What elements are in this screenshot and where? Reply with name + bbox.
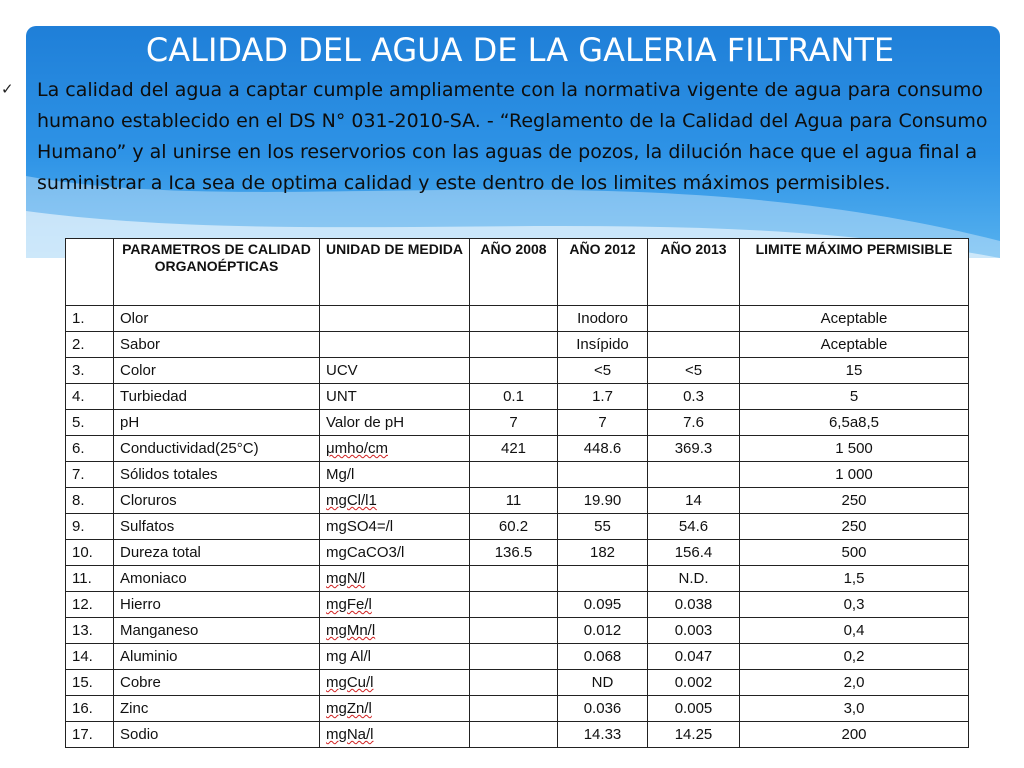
cell-unit: UNT: [320, 384, 470, 410]
table-row: [66, 722, 969, 748]
cell-2013: 0.038: [648, 592, 740, 618]
cell-2012: 0.036: [558, 696, 648, 722]
body-paragraph: La calidad del agua a captar cumple ampliamente con la normativa vigente de agua para consumo humano establecido en el DS N° 031-2010-SA. - “Reglamento de la Calidad del Agua para Consumo Humano” y al unirse en los reservorios con las aguas de pozos, la dilución hace que el agua final a suministrar a Ica sea de optima calidad y este dentro de los limites máximos permisibles.: [37, 79, 988, 194]
table-body: [66, 306, 969, 748]
cell-index: 10.: [66, 540, 114, 566]
cell-2013: 14.25: [648, 722, 740, 748]
cell-limit: 1 500: [740, 436, 969, 462]
table-row: [66, 436, 969, 462]
cell-index: 11.: [66, 566, 114, 592]
cell-2012: 448.6: [558, 436, 648, 462]
cell-2012: [558, 462, 648, 488]
cell-2012: 182: [558, 540, 648, 566]
cell-unit: μmho/cm: [320, 436, 470, 462]
cell-unit: mgFe/l: [320, 592, 470, 618]
cell-limit: 0,2: [740, 644, 969, 670]
cell-2008: [470, 306, 558, 332]
table-row: [66, 410, 969, 436]
cell-limit: 1,5: [740, 566, 969, 592]
cell-2008: [470, 462, 558, 488]
cell-unit: mg Al/l: [320, 644, 470, 670]
cell-2013: 7.6: [648, 410, 740, 436]
cell-index: 3.: [66, 358, 114, 384]
cell-unit: Mg/l: [320, 462, 470, 488]
cell-unit: mgSO4=/l: [320, 514, 470, 540]
header-parameter: PARAMETROS DE CALIDAD ORGANOÉPTICAS: [114, 239, 320, 306]
cell-unit: mgMn/l: [320, 618, 470, 644]
cell-parameter: Aluminio: [114, 644, 320, 670]
cell-2012: 1.7: [558, 384, 648, 410]
cell-index: 8.: [66, 488, 114, 514]
cell-parameter: Turbiedad: [114, 384, 320, 410]
cell-2008: [470, 358, 558, 384]
cell-2008: [470, 696, 558, 722]
cell-unit: mgN/l: [320, 566, 470, 592]
cell-unit: [320, 332, 470, 358]
cell-index: 16.: [66, 696, 114, 722]
cell-2008: [470, 592, 558, 618]
cell-2008: [470, 566, 558, 592]
cell-index: 9.: [66, 514, 114, 540]
cell-2013: [648, 332, 740, 358]
cell-parameter: Olor: [114, 306, 320, 332]
table-row: [66, 540, 969, 566]
cell-2012: 7: [558, 410, 648, 436]
cell-2013: 156.4: [648, 540, 740, 566]
cell-2008: 421: [470, 436, 558, 462]
cell-2012: 0.068: [558, 644, 648, 670]
cell-2013: 0.005: [648, 696, 740, 722]
table-row: [66, 306, 969, 332]
cell-index: 1.: [66, 306, 114, 332]
table-row: [66, 618, 969, 644]
cell-index: 2.: [66, 332, 114, 358]
header-unit: UNIDAD DE MEDIDA: [320, 239, 470, 306]
cell-unit: UCV: [320, 358, 470, 384]
cell-index: 7.: [66, 462, 114, 488]
cell-unit: mgNa/l: [320, 722, 470, 748]
cell-index: 5.: [66, 410, 114, 436]
cell-2008: 60.2: [470, 514, 558, 540]
cell-parameter: Zinc: [114, 696, 320, 722]
cell-2012: 0.095: [558, 592, 648, 618]
cell-index: 13.: [66, 618, 114, 644]
cell-parameter: Hierro: [114, 592, 320, 618]
cell-2012: [558, 566, 648, 592]
cell-parameter: Sodio: [114, 722, 320, 748]
cell-2013: 369.3: [648, 436, 740, 462]
table-row: [66, 332, 969, 358]
table-row: [66, 644, 969, 670]
cell-parameter: Cobre: [114, 670, 320, 696]
cell-index: 4.: [66, 384, 114, 410]
cell-limit: Aceptable: [740, 306, 969, 332]
cell-2013: 0.003: [648, 618, 740, 644]
checkmark-icon: ✓: [1, 80, 14, 98]
slide-title: CALIDAD DEL AGUA DE LA GALERIA FILTRANTE: [145, 31, 895, 69]
cell-index: 12.: [66, 592, 114, 618]
cell-index: 6.: [66, 436, 114, 462]
table-row: [66, 358, 969, 384]
cell-parameter: Color: [114, 358, 320, 384]
cell-2013: 14: [648, 488, 740, 514]
table-row: [66, 514, 969, 540]
cell-unit: Valor de pH: [320, 410, 470, 436]
parameters-table-container: [65, 238, 969, 748]
cell-unit: mgZn/l: [320, 696, 470, 722]
cell-parameter: Conductividad(25°C): [114, 436, 320, 462]
table-header-row: [66, 239, 969, 306]
table-row: [66, 384, 969, 410]
cell-limit: 0,4: [740, 618, 969, 644]
cell-limit: 2,0: [740, 670, 969, 696]
cell-limit: Aceptable: [740, 332, 969, 358]
cell-unit: mgCl/l1: [320, 488, 470, 514]
table-row: [66, 488, 969, 514]
cell-2012: Insípido: [558, 332, 648, 358]
cell-parameter: Dureza total: [114, 540, 320, 566]
header-year-2013: AÑO 2013: [648, 239, 740, 306]
cell-parameter: Sulfatos: [114, 514, 320, 540]
cell-parameter: Manganeso: [114, 618, 320, 644]
cell-limit: 250: [740, 514, 969, 540]
cell-parameter: Sabor: [114, 332, 320, 358]
cell-2012: 14.33: [558, 722, 648, 748]
cell-index: 17.: [66, 722, 114, 748]
cell-2012: 19.90: [558, 488, 648, 514]
header-year-2012: AÑO 2012: [558, 239, 648, 306]
cell-2012: <5: [558, 358, 648, 384]
cell-2013: 0.3: [648, 384, 740, 410]
cell-unit: mgCaCO3/l: [320, 540, 470, 566]
cell-limit: 0,3: [740, 592, 969, 618]
cell-unit: [320, 306, 470, 332]
cell-2008: [470, 618, 558, 644]
header-limit: LIMITE MÁXIMO PERMISIBLE: [740, 239, 969, 306]
cell-2013: 54.6: [648, 514, 740, 540]
cell-limit: 5: [740, 384, 969, 410]
table-row: [66, 592, 969, 618]
cell-unit: mgCu/l: [320, 670, 470, 696]
cell-2013: 0.002: [648, 670, 740, 696]
cell-2012: 0.012: [558, 618, 648, 644]
cell-2013: N.D.: [648, 566, 740, 592]
cell-2008: 11: [470, 488, 558, 514]
cell-2013: <5: [648, 358, 740, 384]
cell-2008: [470, 332, 558, 358]
cell-parameter: Amoniaco: [114, 566, 320, 592]
table-row: [66, 696, 969, 722]
table-row: [66, 670, 969, 696]
cell-2008: [470, 644, 558, 670]
cell-2012: ND: [558, 670, 648, 696]
parameters-table: [65, 238, 969, 748]
cell-2008: 136.5: [470, 540, 558, 566]
cell-parameter: Cloruros: [114, 488, 320, 514]
cell-index: 14.: [66, 644, 114, 670]
cell-2013: [648, 306, 740, 332]
cell-2012: 55: [558, 514, 648, 540]
header-index: [66, 239, 114, 306]
cell-2008: 0.1: [470, 384, 558, 410]
cell-limit: 15: [740, 358, 969, 384]
cell-2008: 7: [470, 410, 558, 436]
cell-index: 15.: [66, 670, 114, 696]
cell-limit: 250: [740, 488, 969, 514]
table-row: [66, 566, 969, 592]
cell-2012: Inodoro: [558, 306, 648, 332]
cell-limit: 200: [740, 722, 969, 748]
cell-limit: 1 000: [740, 462, 969, 488]
cell-2013: [648, 462, 740, 488]
header-year-2008: AÑO 2008: [470, 239, 558, 306]
cell-2013: 0.047: [648, 644, 740, 670]
cell-limit: 3,0: [740, 696, 969, 722]
cell-2008: [470, 670, 558, 696]
cell-parameter: pH: [114, 410, 320, 436]
cell-parameter: Sólidos totales: [114, 462, 320, 488]
cell-2008: [470, 722, 558, 748]
cell-limit: 500: [740, 540, 969, 566]
cell-limit: 6,5a8,5: [740, 410, 969, 436]
table-row: [66, 462, 969, 488]
